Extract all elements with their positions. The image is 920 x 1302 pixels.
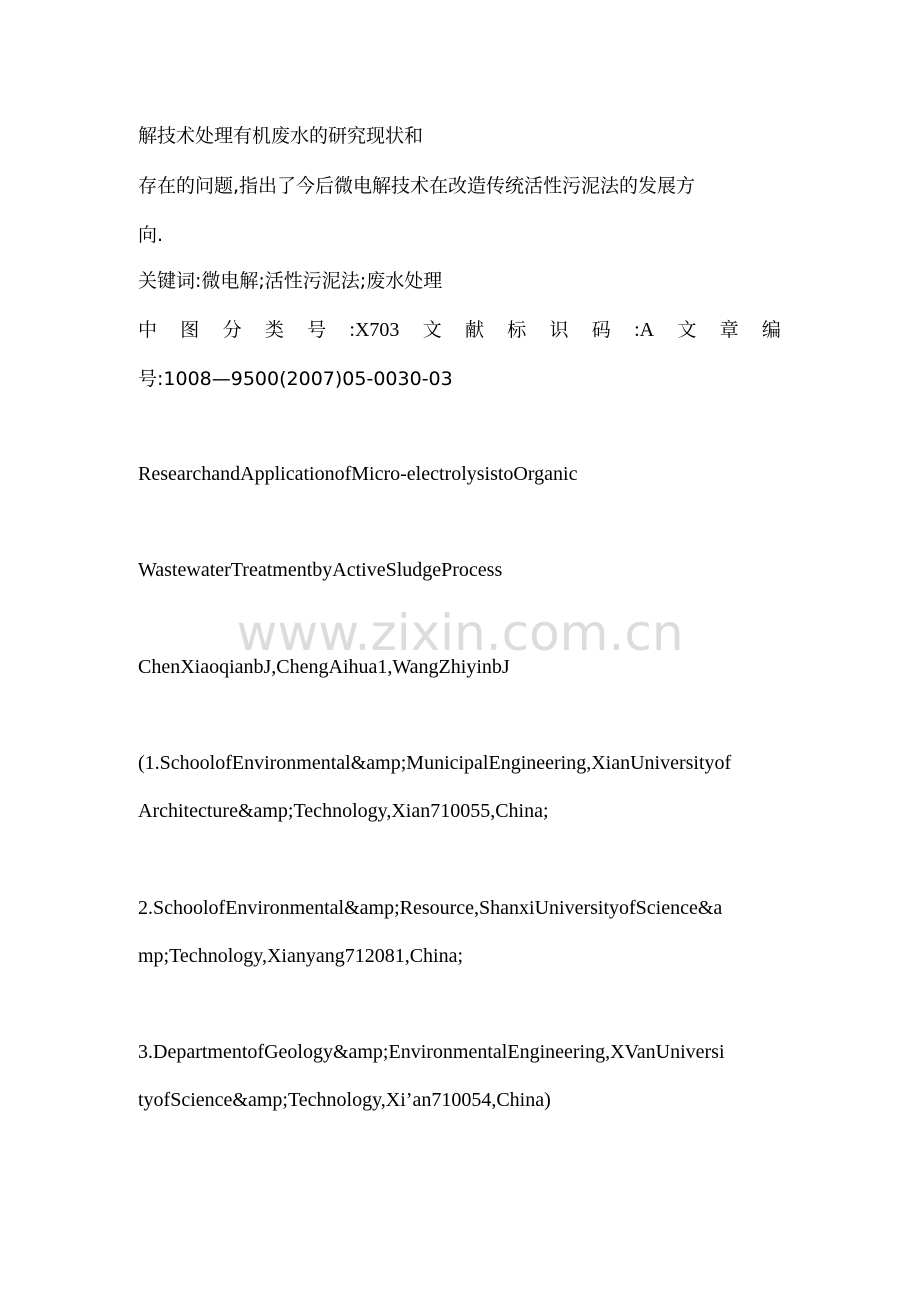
classification-char: 文 [422,319,442,341]
affiliation-3-line-1: 3.DepartmentofGeology&amp;EnvironmentalEngineering,XVanUniversi [138,1041,725,1063]
classification-char: 码 [591,319,611,341]
classification-line-1 [138,318,781,342]
classification-char: 中 [138,319,158,341]
classification-char: 图 [180,319,200,341]
classification-char: 文 [677,319,697,341]
classification-char: 章 [719,319,739,341]
classification-code: :X703 [349,319,400,341]
abstract-line-1: 解技术处理有机废水的研究现状和 [138,125,424,147]
classification-line-2: 号:1008—9500(2007)05-0030-03 [138,368,453,390]
affiliation-3-line-2: tyofScience&amp;Technology,Xi’an710054,China) [138,1089,551,1111]
classification-char: 分 [222,319,242,341]
classification-char: 识 [549,319,569,341]
classification-char: 献 [464,319,484,341]
watermark: www.zixin.com.cn [236,604,684,662]
classification-char: 号 [307,319,327,341]
keywords-line: 关键词:微电解;活性污泥法;废水处理 [138,270,443,292]
english-title-line-2: WastewaterTreatmentbyActiveSludgeProcess [138,559,503,581]
affiliation-1-line-2: Architecture&amp;Technology,Xian710055,China; [138,800,549,822]
english-title-line-1: ResearchandApplicationofMicro-electrolysistoOrganic [138,463,578,485]
affiliation-1-line-1: (1.SchoolofEnvironmental&amp;MunicipalEngineering,XianUniversityof [138,752,732,774]
authors-line: ChenXiaoqianbJ,ChengAihua1,WangZhiyinbJ [138,656,510,678]
classification-char: 编 [761,319,781,341]
affiliation-2-line-1: 2.SchoolofEnvironmental&amp;Resource,ShanxiUniversityofScience&a [138,897,723,919]
affiliation-2-line-2: mp;Technology,Xianyang712081,China; [138,945,464,967]
abstract-line-3: 向. [138,224,164,246]
classification-char: 标 [507,319,527,341]
classification-char: 类 [264,319,284,341]
abstract-line-2: 存在的问题,指出了今后微电解技术在改造传统活性污泥法的发展方 [138,175,696,197]
classification-code: :A [634,319,655,341]
